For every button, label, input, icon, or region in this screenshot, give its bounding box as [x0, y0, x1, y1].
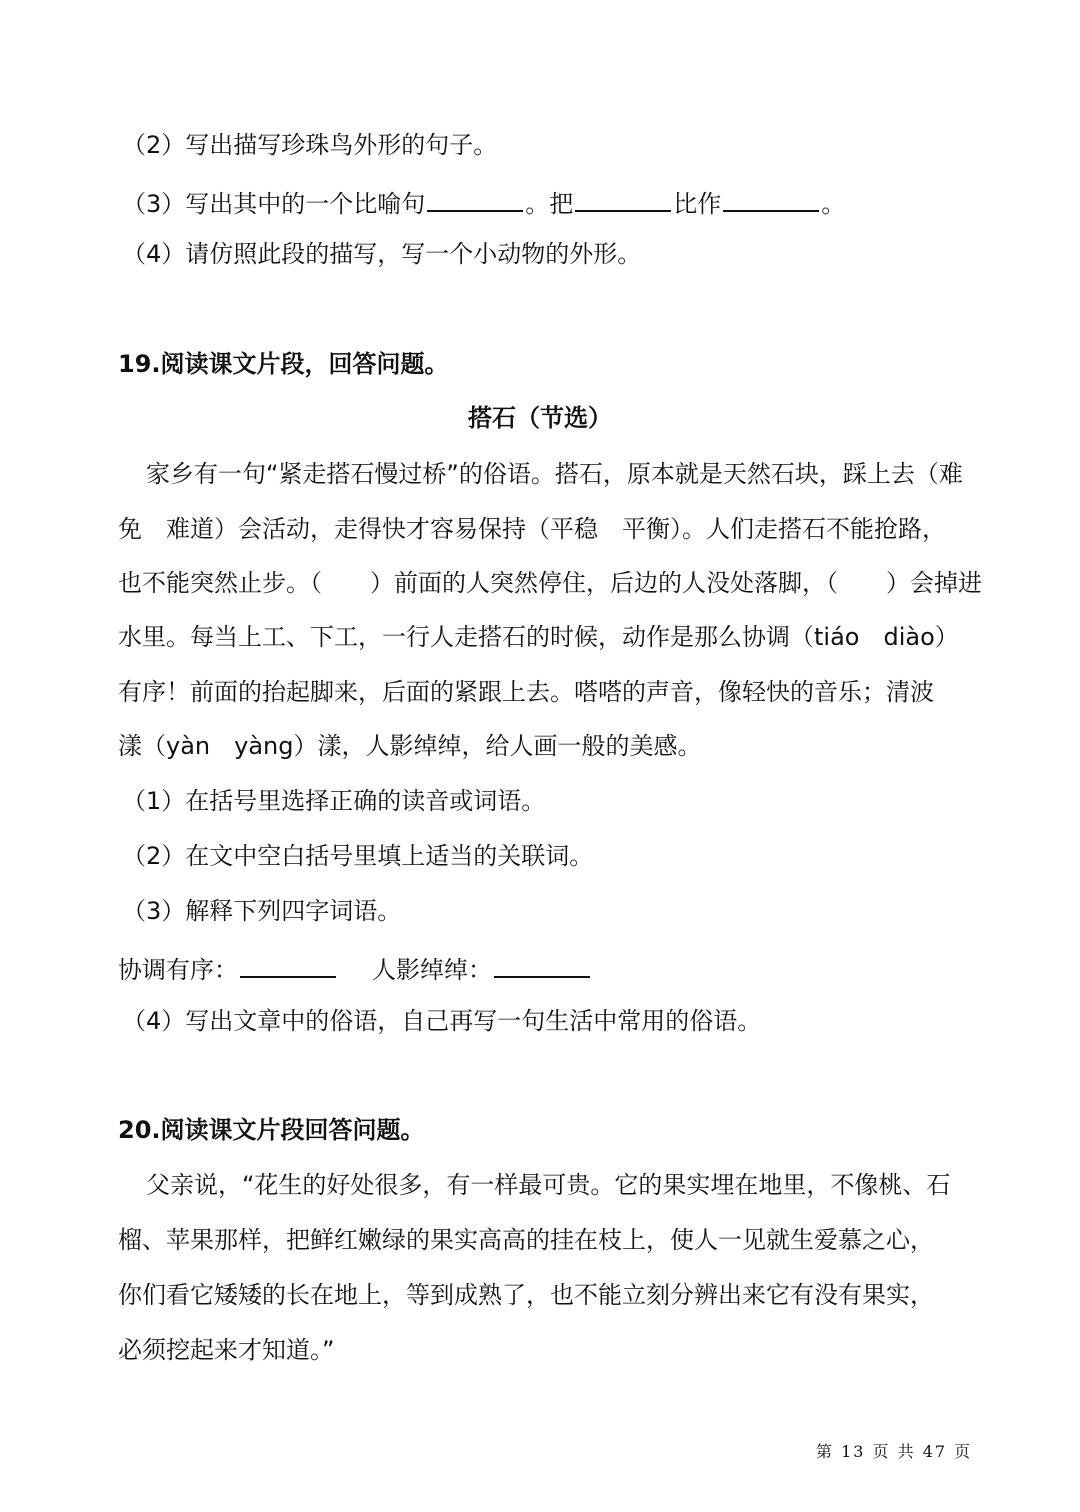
q20-passage-line: 父亲说，“花生的好处很多，有一样最可贵。它的果实埋在地里，不像桃、石 [146, 1171, 951, 1199]
answer-blank-compared-to[interactable] [723, 188, 819, 212]
answer-blank-term1[interactable] [240, 954, 336, 978]
q19-passage-title: 搭石（节选） [468, 404, 612, 432]
q19-sub3: （3）解释下列四字词语。 [122, 897, 402, 925]
q20-passage-line: 必须挖起来才知道。” [118, 1336, 335, 1364]
q19-passage-line: 免 难道）会活动，走得快才容易保持（平稳 平衡）。人们走搭石不能抢路， [118, 515, 946, 543]
q19-passage-line: 漾（yàn yàng）漾，人影绰绰，给人画一般的美感。 [118, 732, 702, 760]
q19-sub2: （2）在文中空白括号里填上适当的关联词。 [122, 842, 594, 870]
term-label-1: 协调有序： [118, 956, 238, 984]
q19-sub1: （1）在括号里选择正确的读音或词语。 [122, 787, 546, 815]
q18-sub3-text-d: 。 [821, 190, 846, 218]
q18-sub3-text-a: （3）写出其中的一个比喻句 [122, 190, 426, 218]
q19-terms [118, 954, 592, 982]
q20-passage-line: 榴、苹果那样，把鲜红嫩绿的果实高高的挂在枝上，使人一见就生爱慕之心， [118, 1226, 934, 1254]
q18-sub3 [122, 188, 845, 216]
q19-passage-line: 有序！前面的抬起脚来，后面的紧跟上去。嗒嗒的声音，像轻快的音乐；清波 [118, 678, 934, 706]
q19-passage-line: 家乡有一句“紧走搭石慢过桥”的俗语。搭石，原本就是天然石块，踩上去（难 [146, 460, 963, 488]
page-number: 第 13 页 共 47 页 [816, 1442, 973, 1461]
answer-blank-object[interactable] [575, 188, 671, 212]
q19-heading: 19.阅读课文片段，回答问题。 [118, 350, 449, 378]
q18-sub4: （4）请仿照此段的描写，写一个小动物的外形。 [122, 240, 642, 268]
q18-sub3-text-c: 比作 [673, 190, 722, 218]
term-label-2: 人影绰绰： [372, 956, 492, 984]
q20-passage-line: 你们看它矮矮的长在地上，等到成熟了，也不能立刻分辨出来它有没有果实， [118, 1281, 934, 1309]
answer-blank-term2[interactable] [494, 954, 590, 978]
q18-sub2: （2）写出描写珍珠鸟外形的句子。 [122, 131, 498, 159]
q20-heading: 20.阅读课文片段回答问题。 [118, 1116, 425, 1144]
q19-passage-line: 水里。每当上工、下工，一行人走搭石的时候，动作是那么协调（tiáo diào） [118, 623, 959, 651]
answer-blank-simile[interactable] [427, 188, 523, 212]
q19-sub4: （4）写出文章中的俗语，自己再写一句生活中常用的俗语。 [122, 1007, 762, 1035]
q18-sub3-text-b: 。把 [525, 190, 574, 218]
q19-passage-line: 也不能突然止步。（ ）前面的人突然停住，后边的人没处落脚，（ ）会掉进 [118, 569, 982, 597]
